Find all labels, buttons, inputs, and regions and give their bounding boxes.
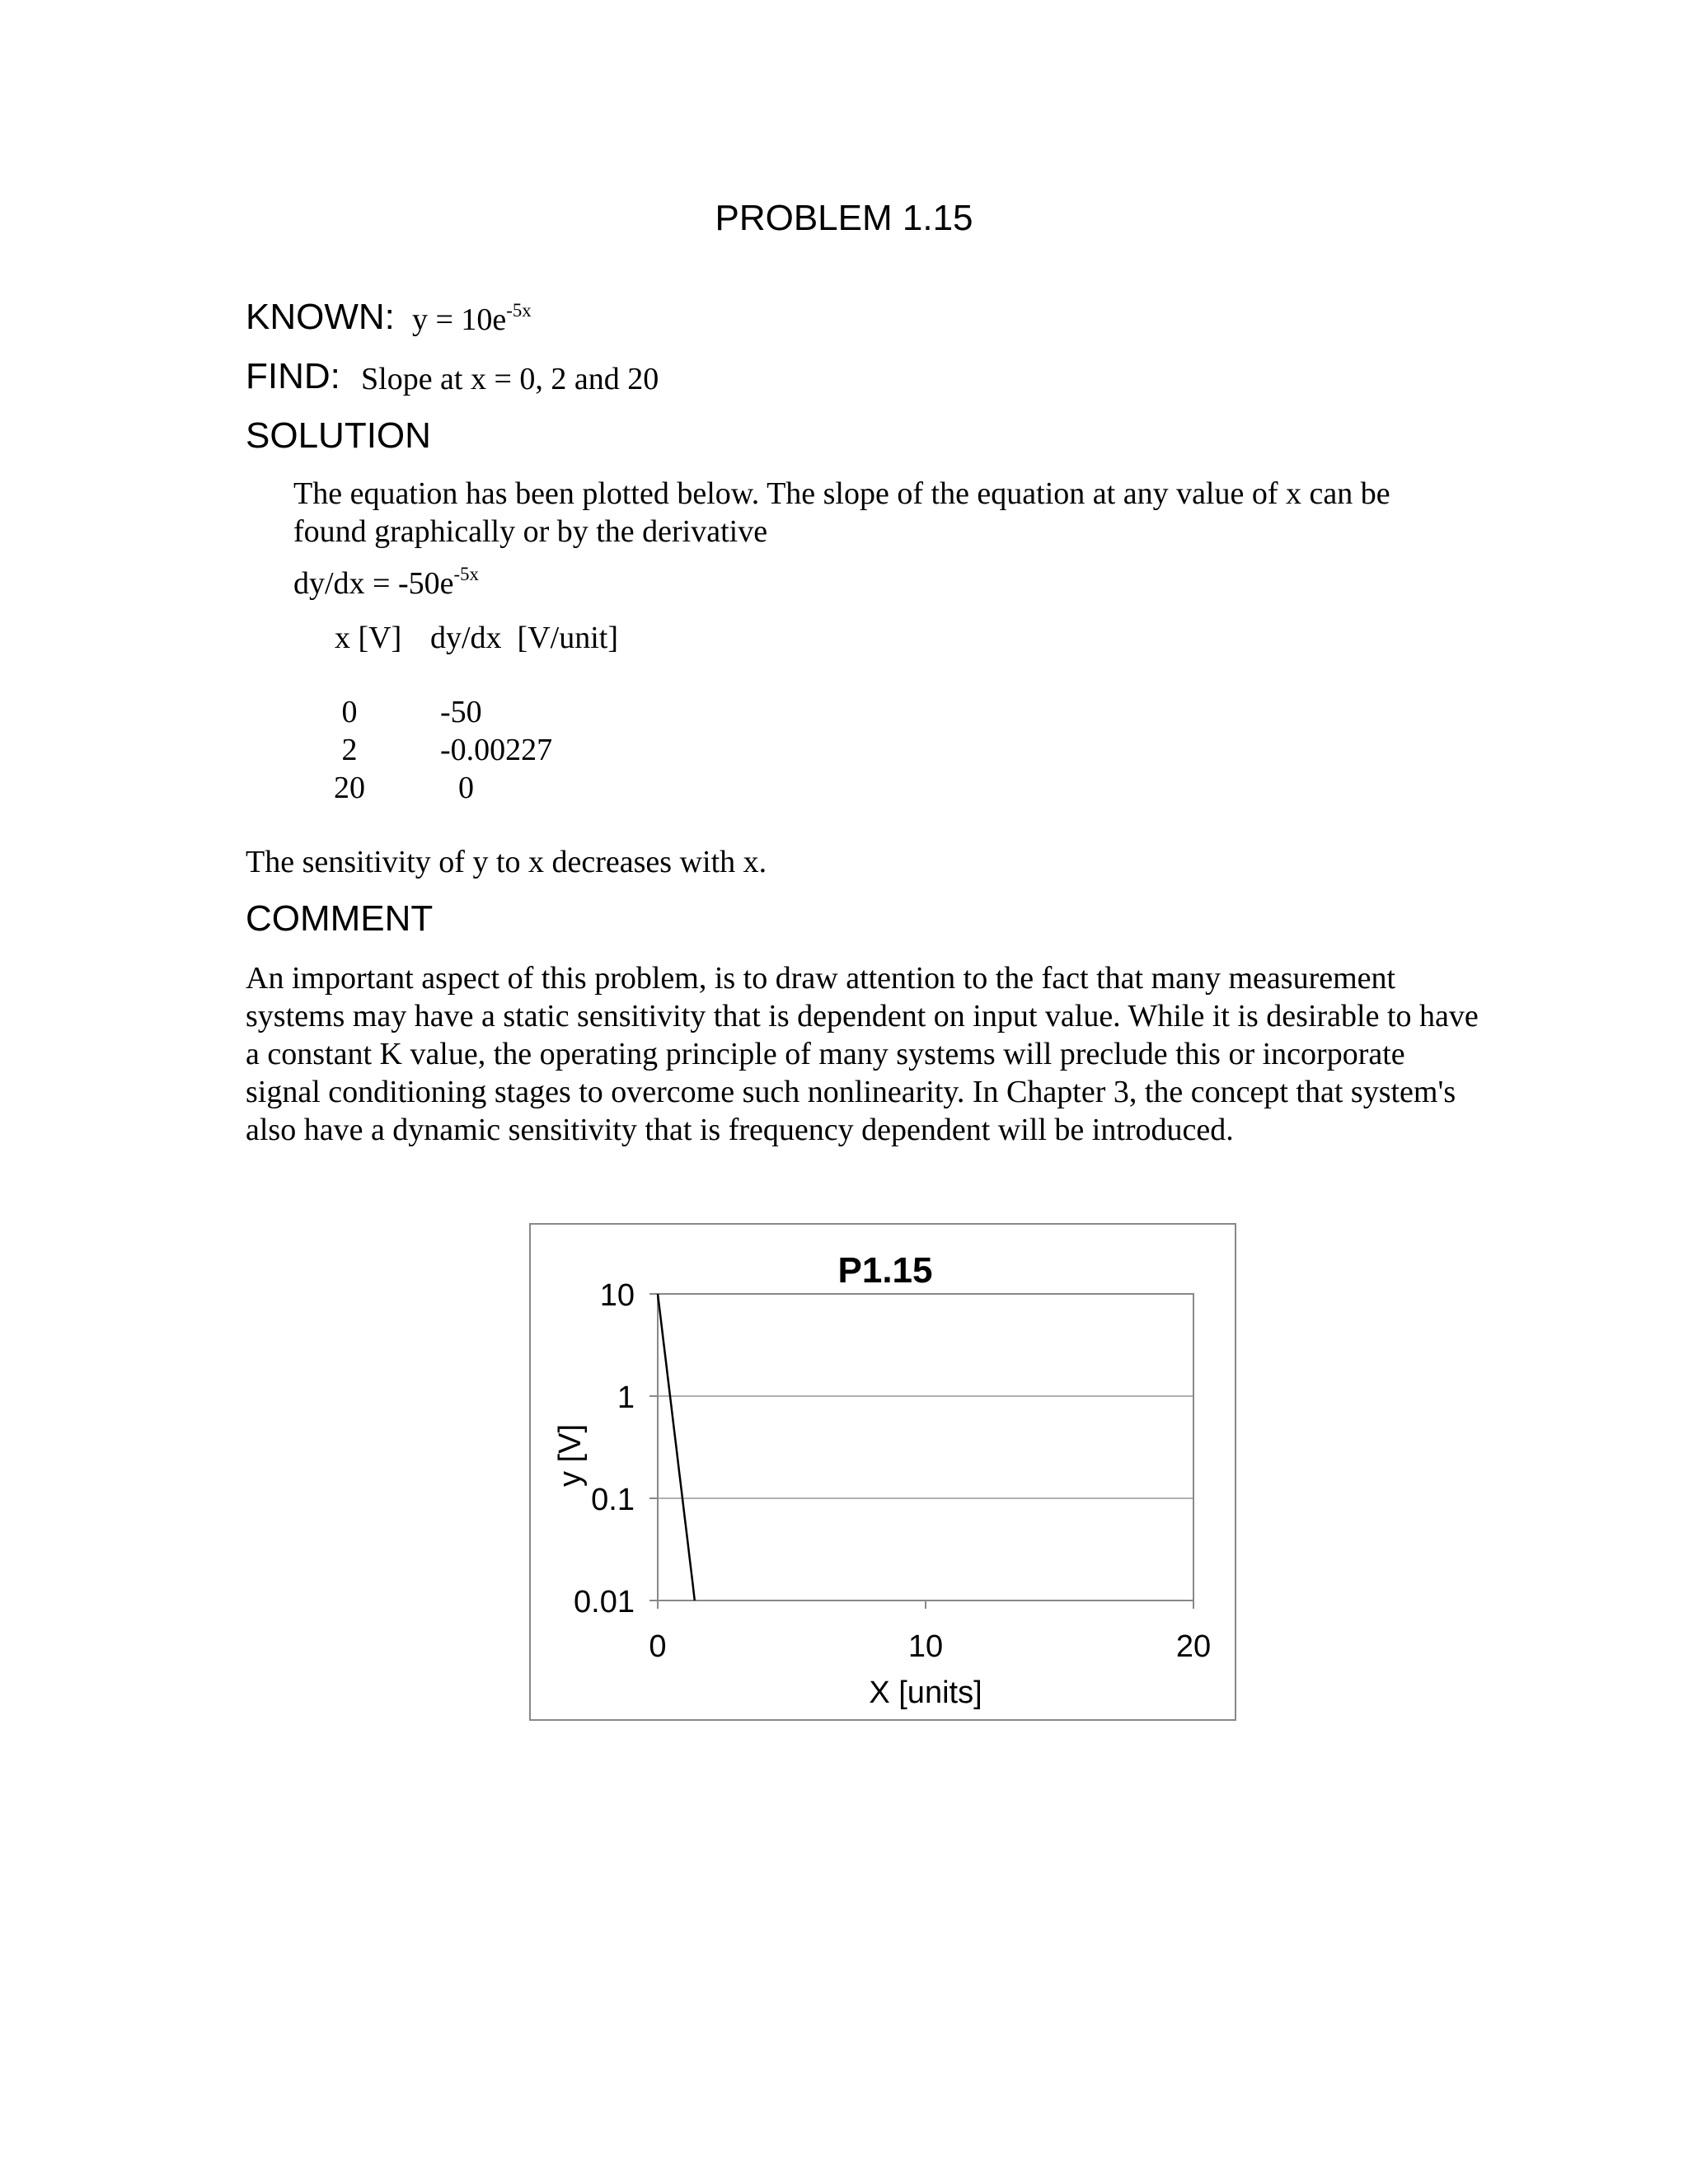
known-heading: KNOWN: <box>246 297 395 337</box>
x-tick-label: 20 <box>1175 1629 1212 1664</box>
chart-series <box>658 1294 695 1601</box>
y-tick-label: 0.01 <box>574 1585 635 1619</box>
table-header-dydx: dy/dx [V/unit] <box>430 621 618 655</box>
page-title: PROBLEM 1.15 <box>715 198 973 238</box>
find-heading: FIND: <box>246 356 340 396</box>
derivative-equation-base: dy/dx = -50e <box>293 566 454 601</box>
x-tick-label: 10 <box>907 1629 944 1664</box>
known-equation <box>412 302 532 338</box>
derivative-equation-exponent: -5x <box>453 564 479 585</box>
y-axis-label: y [V] <box>553 1423 588 1488</box>
sensitivity-conclusion: The sensitivity of y to x decreases with x. <box>246 845 767 879</box>
chart <box>531 1225 1235 1719</box>
table-cell-x: 2 <box>341 733 358 767</box>
plot-area-border <box>658 1294 1193 1601</box>
table-cell-dydx: 0 <box>458 771 474 805</box>
solution-heading: SOLUTION <box>246 415 431 456</box>
y-tick-label: 0.1 <box>591 1483 635 1517</box>
find-text: Slope at x = 0, 2 and 20 <box>361 362 659 396</box>
table-cell-dydx: -50 <box>440 695 482 729</box>
chart-frame <box>529 1223 1236 1721</box>
chart-title: P1.15 <box>837 1250 933 1291</box>
chart-axes <box>574 1278 1211 1664</box>
derivative-equation <box>293 565 479 602</box>
table-cell-x: 20 <box>334 771 365 805</box>
table-header-x: x [V] <box>335 621 402 655</box>
table-cell-dydx: -0.00227 <box>440 733 553 767</box>
comment-paragraph: An important aspect of this problem, is to draw attention to the fact that many measurement systems may have a static sensitivity that is dependent on input value. While it is desirable to have a constant K value, the operating principle of many systems will preclude this or incorporate signal conditioning stages to overcome such nonlinearity. In Chapter 3, the concept that system's also have a dynamic sensitivity that is frequency dependent will be introduced. <box>246 961 1479 1147</box>
known-equation-base: y = 10e <box>412 302 507 337</box>
chart-grid <box>658 1396 1193 1498</box>
y-tick-label: 10 <box>599 1278 635 1313</box>
solution-intro-paragraph: The equation has been plotted below. The slope of the equation at any value of x can be found graphically or by the derivative <box>293 476 1390 549</box>
table-cell-x: 0 <box>341 695 358 729</box>
comment-heading: COMMENT <box>246 898 434 939</box>
known-equation-exponent: -5x <box>506 300 532 321</box>
y-tick-label: 1 <box>617 1380 635 1415</box>
series-line <box>658 1294 695 1601</box>
x-tick-label: 0 <box>649 1629 667 1664</box>
x-axis-label: X [units] <box>869 1675 982 1710</box>
